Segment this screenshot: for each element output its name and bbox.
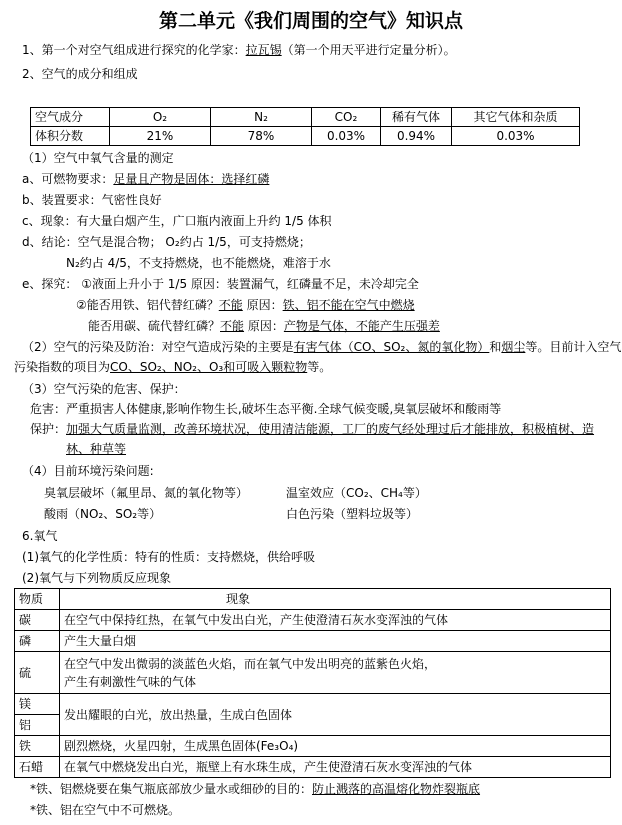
page-title: 第二单元《我们周围的空气》知识点 (158, 10, 463, 32)
oxygen-property: (1)氧气的化学性质：特有的性质：支持燃烧，供给呼吸 (22, 550, 316, 564)
line-explore-3 (88, 318, 440, 334)
table-row (15, 610, 611, 631)
table-row (15, 631, 611, 652)
table-cell: 稀有气体 (381, 108, 452, 127)
table-cell: 产生大量白烟 (60, 631, 611, 652)
protect-line-1 (30, 421, 594, 437)
explore-3-question: 能否用碳、硫代替红磷？ (88, 319, 221, 333)
table-cell: N₂ (211, 108, 312, 127)
table-cell: 物质 (15, 589, 60, 610)
section-air-composition: 2、空气的成分和组成 (22, 67, 138, 81)
explore-3-answer: 不能 (220, 319, 245, 333)
explore-2-reason-label: 原因： (246, 298, 283, 312)
pollution-and: 和 (489, 340, 502, 354)
oxygen-test-heading: （1）空气中氧气含量的测定 (22, 151, 174, 165)
table-cell: 0.94% (381, 127, 452, 146)
table-cell: 碳 (15, 610, 60, 631)
explore-2-answer: 不能 (218, 298, 243, 312)
env-heading: （4）目前环境污染问题: (22, 464, 154, 478)
protect-measures-cont: 林、种草等 (66, 442, 127, 456)
fuel-req-label: a、可燃物要求： (22, 172, 114, 186)
protect-measures: 加强大气质量监测，改善环境状况，使用清洁能源，工厂的废气经处理过后才能排放，积极植树、造 (66, 422, 595, 436)
pollution-line-2 (14, 359, 331, 375)
harm-heading: （3）空气污染的危害、保护： (22, 382, 186, 396)
table-cell: CO₂ (312, 108, 381, 127)
table-row (15, 694, 611, 715)
table-cell: 石蜡 (15, 757, 60, 778)
table-cell: 磷 (15, 631, 60, 652)
env-acid-rain: 酸雨（NO₂、SO₂等） (44, 507, 162, 521)
table-cell: 其它气体和杂质 (452, 108, 580, 127)
line-conclusion-2: N₂约占 4/5，不支持燃烧，也不能燃烧，难溶于水 (66, 256, 331, 270)
line-conclusion-1: d、结论：空气是混合物； O₂约占 1/5，可支持燃烧； (22, 235, 311, 249)
env-greenhouse: 温室效应（CO₂、CH₄等） (286, 486, 427, 500)
explore-3-reason-label: 原因： (247, 319, 284, 333)
table-cell: 剧烈燃烧，火星四射，生成黑色固体(Fe₃O₄) (60, 736, 611, 757)
table-row (31, 108, 580, 127)
env-white-pollution: 白色污染（塑料垃圾等） (286, 507, 419, 521)
explore-2-question: ②能否用铁、铝代替红磷？ (76, 298, 219, 312)
oxygen-reaction-heading: (2)氧气与下列物质反应现象 (22, 571, 171, 585)
table-cell (60, 652, 611, 694)
table-row (31, 127, 580, 146)
pollution-index-label: 污染指数的项目为 (14, 360, 111, 374)
line-explore-2 (76, 297, 415, 313)
explore-2-reason: 铁、铝不能在空气中燃烧 (282, 298, 415, 312)
chemist-label: 1、第一个对空气组成进行探究的化学家： (22, 43, 246, 57)
composition-table (30, 107, 580, 146)
table-cell: 在氧气中燃烧发出白光，瓶壁上有水珠生成，产生使澄清石灰水变浑浊的气体 (60, 757, 611, 778)
pollution-text: （2）空气的污染及防治：对空气造成污染的主要是 (22, 340, 294, 354)
note-1-purpose: 防止溅落的高温熔化物炸裂瓶底 (312, 782, 481, 796)
table-cell: 空气成分 (31, 108, 110, 127)
table-cell: 镁 (15, 694, 60, 715)
table-cell: 0.03% (452, 127, 580, 146)
line-explore-1: e、探究： ①液面上升小于 1/5 原因：装置漏气，红磷量不足，未冷却完全 (22, 277, 419, 291)
table-cell: 体积分数 (31, 127, 110, 146)
env-ozone: 臭氧层破坏（氟里昂、氮的氧化物等） (44, 486, 249, 500)
table-cell: 铁 (15, 736, 60, 757)
protect-line-2 (66, 441, 126, 457)
chemist-name: 拉瓦锡 (245, 43, 282, 57)
fuel-req-value: 足量且产物是固体：选择红磷 (113, 172, 270, 186)
note-1-label: *铁、铝燃烧要在集气瓶底部放少量水或细砂的目的： (30, 782, 313, 796)
pollution-tail: 等。目前计入空气 (525, 340, 622, 354)
harm-line: 危害：严重损害人体健康,影响作物生长,破坏生态平衡.全球气候变暖,臭氧层破坏和酸雨等 (30, 402, 502, 416)
table-cell: 现象 (60, 589, 611, 610)
line-fuel-req (22, 171, 269, 187)
table-cell: 78% (211, 127, 312, 146)
table-cell: 硫 (15, 652, 60, 694)
table-cell: 21% (110, 127, 211, 146)
sulfur-line-2: 产生有刺激性气味的气体 (64, 674, 197, 689)
protect-label: 保护： (30, 422, 67, 436)
table-row (15, 652, 611, 694)
table-cell: O₂ (110, 108, 211, 127)
line-chemist (22, 42, 456, 58)
explore-3-reason: 产物是气体，不能产生压强差 (283, 319, 440, 333)
sulfur-line-1: 在空气中发出微弱的淡蓝色火焰，而在氧气中发出明亮的蓝紫色火焰， (64, 656, 437, 671)
reaction-table (14, 588, 611, 778)
oxygen-heading: 6.氧气 (22, 529, 58, 543)
table-row (15, 757, 611, 778)
pollution-gases: 有害气体（CO、SO₂、氮的氧化物） (293, 340, 490, 354)
line-phenomenon: c、现象：有大量白烟产生，广口瓶内液面上升约 1/5 体积 (22, 214, 332, 228)
chemist-note: （第一个用天平进行定量分析）。 (281, 43, 456, 57)
pollution-index-items: CO、SO₂、NO₂、O₃和可吸入颗粒物 (110, 360, 308, 374)
table-row (15, 589, 611, 610)
pollution-line-1 (22, 339, 621, 355)
table-cell: 铝 (15, 715, 60, 736)
table-row (15, 736, 611, 757)
pollution-dust: 烟尘 (501, 340, 526, 354)
table-cell: 0.03% (312, 127, 381, 146)
pollution-index-tail: 等。 (307, 360, 332, 374)
table-cell: 在空气中保持红热，在氧气中发出白光，产生使澄清石灰水变浑浊的气体 (60, 610, 611, 631)
table-cell: 发出耀眼的白光，放出热量，生成白色固体 (60, 694, 611, 736)
note-2: *铁、铝在空气中不可燃烧。 (30, 803, 181, 817)
note-1 (30, 781, 480, 797)
line-apparatus-req: b、装置要求：气密性良好 (22, 193, 162, 207)
